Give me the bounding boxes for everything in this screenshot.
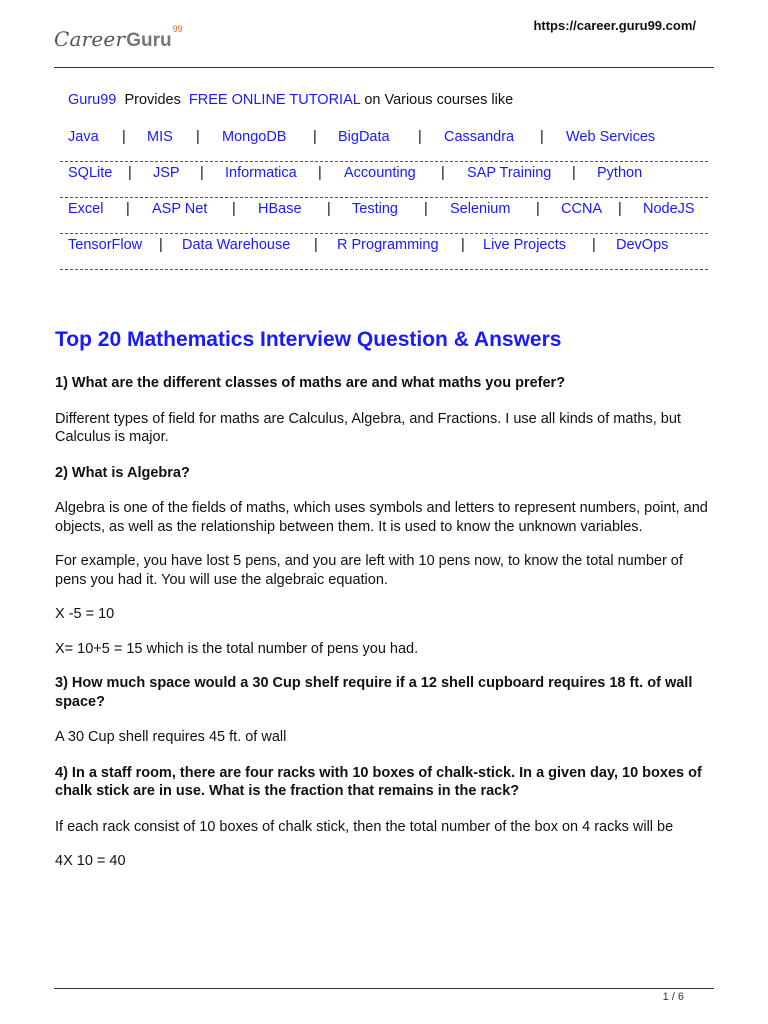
nav-separator: | <box>126 201 130 217</box>
careerguru-logo[interactable] <box>54 24 183 53</box>
nav-link-excel[interactable]: Excel <box>68 201 104 217</box>
nav-link-nodejs[interactable]: NodeJS <box>643 201 695 217</box>
question-3: 3) How much space would a 30 Cup shelf require if a 12 shell cupboard requires 18 ft. of wall space? <box>55 675 693 710</box>
nav-row-2 <box>60 162 708 198</box>
answer-2-paragraph-1: Algebra is one of the fields of maths, which uses symbols and letters to represent numbers, point, and objects, as well as the relationship between them. It is used to know the unknown variables. <box>55 500 708 535</box>
nav-separator: | <box>232 201 236 217</box>
nav-row-4 <box>60 234 708 270</box>
nav-link-mongodb[interactable]: MongoDB <box>222 129 287 145</box>
nav-link-python[interactable]: Python <box>597 165 643 181</box>
nav-link-ccna[interactable]: CCNA <box>561 201 603 217</box>
nav-separator: | <box>327 201 331 217</box>
nav-separator: | <box>200 165 204 181</box>
question-2: 2) What is Algebra? <box>55 464 190 481</box>
answer-2-equation: X -5 = 10 <box>55 606 115 622</box>
logo-career-text: Career <box>54 27 126 51</box>
page-title: Top 20 Mathematics Interview Question & Answers <box>55 328 562 351</box>
nav-separator: | <box>196 129 200 145</box>
answer-2-paragraph-2: For example, you have lost 5 pens, and you are left with 10 pens now, to know the total number of pens you had it. You will use the algebraic equation. <box>55 553 683 588</box>
article-body <box>55 374 715 871</box>
nav-link-jsp[interactable]: JSP <box>153 165 180 181</box>
question-1: 1) What are the different classes of maths are and what maths you prefer? <box>55 375 566 391</box>
nav-separator: | <box>318 165 322 181</box>
nav-separator: | <box>461 237 465 253</box>
nav-link-cassandra[interactable]: Cassandra <box>444 129 515 145</box>
nav-separator: | <box>424 201 428 217</box>
nav-link-devops[interactable]: DevOps <box>616 237 669 253</box>
nav-separator: | <box>418 129 422 145</box>
nav-link-sap-training[interactable]: SAP Training <box>467 165 552 181</box>
nav-link-bigdata[interactable]: BigData <box>338 129 390 145</box>
site-url[interactable]: https://career.guru99.com/ <box>533 18 696 33</box>
logo-guru-text: Guru <box>126 30 172 51</box>
answer-4-equation: 4X 10 = 40 <box>55 853 126 869</box>
nav-intro <box>68 92 708 112</box>
nav-row-1 <box>60 126 708 162</box>
answer-2-result: X= 10+5 = 15 which is the total number of pens you had. <box>55 640 419 657</box>
course-nav <box>60 92 708 270</box>
nav-separator: | <box>122 129 126 145</box>
page-number: 1 / 6 <box>662 991 684 1003</box>
nav-link-sqlite[interactable]: SQLite <box>68 165 113 181</box>
question-4: 4) In a staff room, there are four racks with 10 boxes of chalk-stick. In a given day, 10 boxes of chalk stick are in use. What is the fraction that remains in the rack? <box>55 764 702 799</box>
nav-brand-link[interactable]: Guru99 <box>68 92 117 108</box>
nav-separator: | <box>536 201 540 217</box>
nav-separator: | <box>128 165 132 181</box>
nav-link-web-services[interactable]: Web Services <box>566 129 656 145</box>
logo-superscript: 99 <box>172 24 183 34</box>
nav-link-asp-net[interactable]: ASP Net <box>152 201 208 217</box>
nav-row-3 <box>60 198 708 234</box>
nav-separator: | <box>540 129 544 145</box>
footer-divider <box>54 988 714 989</box>
header-divider <box>54 67 714 68</box>
nav-link-live-projects[interactable]: Live Projects <box>483 237 567 253</box>
nav-link-data-warehouse[interactable]: Data Warehouse <box>182 237 291 253</box>
nav-separator: | <box>159 237 163 253</box>
nav-link-informatica[interactable]: Informatica <box>225 165 297 181</box>
nav-separator: | <box>313 129 317 145</box>
nav-link-r-programming[interactable]: R Programming <box>337 237 439 253</box>
nav-link-selenium[interactable]: Selenium <box>450 201 511 217</box>
nav-separator: | <box>618 201 622 217</box>
nav-link-tensorflow[interactable]: TensorFlow <box>68 237 143 253</box>
nav-provides-text: Provides <box>124 92 181 108</box>
nav-link-mis[interactable]: MIS <box>147 129 173 145</box>
nav-link-testing[interactable]: Testing <box>352 201 398 217</box>
nav-separator: | <box>314 237 318 253</box>
nav-free-tutorial-link[interactable]: FREE ONLINE TUTORIAL <box>188 92 361 108</box>
answer-3: A 30 Cup shell requires 45 ft. of wall <box>55 729 287 745</box>
nav-link-java[interactable]: Java <box>68 129 99 145</box>
nav-link-accounting[interactable]: Accounting <box>344 165 416 181</box>
answer-1: Different types of field for maths are Calculus, Algebra, and Fractions. I use all kinds of maths, but Calculus is major. <box>55 410 681 445</box>
nav-separator: | <box>592 237 596 253</box>
nav-separator: | <box>572 165 576 181</box>
answer-4-paragraph-1: If each rack consist of 10 boxes of chalk stick, then the total number of the box on 4 racks will be <box>55 818 674 835</box>
nav-separator: | <box>441 165 445 181</box>
nav-intro-rest: on Various courses like <box>364 92 514 108</box>
nav-link-hbase[interactable]: HBase <box>258 201 302 217</box>
